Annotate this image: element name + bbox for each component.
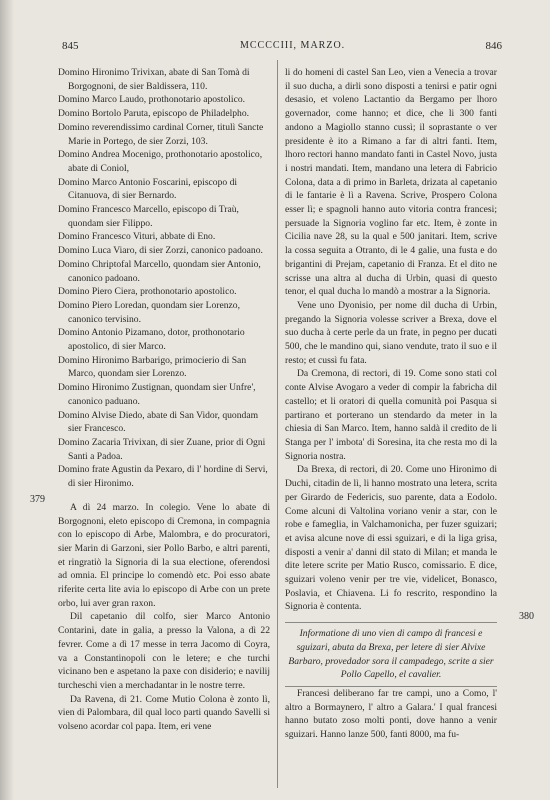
- list-item: Domino Hironimo Barbarigo, primocierio di San Marco, quondam sier Lorenzo.: [58, 354, 247, 380]
- list-item: Domino Marco Laudo, prothonotario apostolico.: [58, 94, 246, 106]
- list-item: Domino Piero Ciera, prothonotario apostolico.: [58, 286, 237, 298]
- list-item: Domino Marco Antonio Foscarini, episcopo di Citanuova, di sier Bernardo.: [58, 176, 238, 202]
- list-item: Domino Luca Viaro, di sier Zorzi, canonico padoano.: [58, 245, 263, 257]
- list-item: Domino Bortolo Paruta, episcopo de Philadelpho.: [58, 108, 250, 120]
- list-item: Domino frate Agustin da Pexaro, di l' hordine di Servi, di sier Hironimo.: [58, 464, 268, 490]
- list-item: Domino Francesco Vituri, abbate di Eno.: [58, 231, 216, 243]
- list-item: Domino Alvise Diedo, abate di San Vidor, quondam sier Francesco.: [58, 409, 259, 435]
- paragraph: Dil capetanio dil colfo, sier Marco Antonio Contarini, date in galia, a presso la Valona, a dì 22 fevrer. Come a dì 17 messe in terra Jacomo di Coyra, va a Constantinopoli con le letere; e che turchi vicinano ben e aspetano la paxe con disiderio; e navilij turcheschi vien a merchadantar in le nostre terre.: [58, 611, 270, 691]
- section-heading-box: Informatione di uno vien di campo di francesi e sguizari, abuta da Brexa, per letere di sier Alvixe Barbaro, provedador sora il campadego, scrite a sier Pollo Capello, el cavalier.: [285, 622, 497, 687]
- list-item: Domino Antonio Pizamano, dotor, prothonotario apostolico, di sier Marco.: [58, 327, 245, 353]
- margin-number-right: 380: [519, 611, 534, 622]
- list-item: Domino reverendissimo cardinal Corner, titulì Sancte Marie in Portego, de sier Zorzi, 103.: [58, 121, 264, 147]
- list-item: Domino Hironimo Zustignan, quondam sier Unfre', canonico paduano.: [58, 382, 256, 407]
- running-header: MCCCCIII, MARZO.: [240, 40, 346, 51]
- paragraph: Da Ravena, di 21. Come Mutio Colona è zonto lì, vien di Palombara, dil qual loco parti quando Savelli si volseno acordar col papa. Item, eri vene: [58, 693, 270, 733]
- paragraph: li do homeni di castel San Leo, vien a Venecia a trovar il suo ducha, a dirli sono disposti a tenirsi e patir ogni desasio, et voleno Lactantio da Bergamo per lhoro governador, come hanno; et dice, che li 300 fanti andono a Magiollo stanno cussì; il soprastante o ver presidente è ito a Rimano a far di altri fanti. Item, lhoro rectori hanno mandato fanti in Castel Novo, justa i nostri mandati. Item, mandano una letera di Fabricio Colona, data a dì primo in Barleta, drizata al capetanio di le fantarie è lì a Ravena. Scrive, Prospero Colona esser lì; e spagnoli hanno auto vitoria contra francesi; persuade la Signoria voglino far etc. Item, è zonte in Cicilia nave 28, su la qual e 500 janitari. Item, scrive la cossa seguita a Otranto, di le 4 galie, una fusta e do brigantini di Prejam, capetanio di Franza. Et el dito ne scrisse una altra al ducha di Urbin, quasi di questo tenor, el qual ducha lo mandò a mostrar a la Signoria.: [285, 67, 497, 298]
- paragraph: A dì 24 marzo. In colegio. Vene lo abate di Borgognoni, eleto episcopo di Cremona, in compagnia con lo episcopo di Arbe, Malombra, e do procuratori, sier Marin di Garzoni, sier Pollo Barbo, e altri parenti, et ringratiò la Signoria di la sua electione, oferendosi ad omnia. El principe lo comendò etc. Poi esso abate riferite certa lite avia lo episcopo di Arbe con un prete orbo, lui aver gran raxon.: [58, 501, 270, 609]
- list-item: Domino Piero Loredan, quondam sier Lorenzo, canonico tervisino.: [58, 299, 240, 325]
- section-gap: [58, 491, 270, 501]
- left-page-number: 845: [62, 40, 79, 52]
- paragraph: Da Brexa, di rectori, di 20. Come uno Hironimo di Duchi, citadin de lì, li hanno mostrato una letera, scrita per Girardo de Federicis, suo parente, data a Eodolo. Come alcuni di Valtolina voriano venir a star, con le robe e fameglia, in Valchamonicha, per fuzer sguizari; et avisa alcune nove di essi sguizari, e di la liga grisa, disposti a venir a' danni dil stato di Milan; et manda le dite letere scrite per Matio Rusco, comissario. E dice, sguizari voleno venir per tre vie, videlicet, Bonasco, Poslavia, et Chiavena. Li fo rescrito, respondino la Signoria è contenta.: [285, 464, 497, 613]
- paragraph: Vene uno Dyonisio, per nome dil ducha di Urbin, pregando la Signoria volesse scriver a Brexa, dove el suo ducha à certe perle da un frate, in pegno per ducati 500, che le mandino qui, siano vendute, trato il suo e il resto; et cussì fu fata.: [285, 299, 497, 366]
- left-column: [58, 66, 270, 734]
- list-item: Domino Zacaria Trivixan, di sier Zuane, prior di Ogni Santi a Padoa.: [58, 436, 266, 462]
- column-divider: [277, 60, 278, 788]
- margin-number-left: 379: [30, 494, 45, 505]
- list-item: Domino Francesco Marcello, episcopo di Traù, quondam sier Filippo.: [58, 204, 239, 229]
- list-item: Domino Chriptofal Marcello, quondam sier Antonio, canonico padoano.: [58, 258, 261, 284]
- right-column: [285, 66, 497, 742]
- list-item: Domino Andrea Mocenigo, prothonotario apostolico, abate di Coniol,: [58, 149, 263, 174]
- right-page-number: 846: [485, 40, 502, 52]
- paragraph: Da Cremona, di rectori, di 19. Come sono stati col conte Alvise Avogaro a veder di compir la fabricha dil castello; et li oratori di quella comunità poi Pasqua si partirano et porterano un stendardo da meter in la chiesia di San Marco. Item, hanno saldà il credito de li Stanga per l' imbota' di Soresina, ita che resta mo di la Signoria nostra.: [285, 368, 497, 462]
- paragraph: Francesi deliberano far tre campi, uno a Como, l' altro a Bormaynero, l' altro a Galara.' I qual francesi hanno butato zoso molti ponti, dove hanno a venir sguizari. Hanno lanze 500, fanti 8000, ma fu-: [285, 687, 497, 741]
- list-item: Domino Hironimo Trivixan, abate di San Tomà di Borgognoni, de sier Baldissera, 110.: [58, 67, 250, 92]
